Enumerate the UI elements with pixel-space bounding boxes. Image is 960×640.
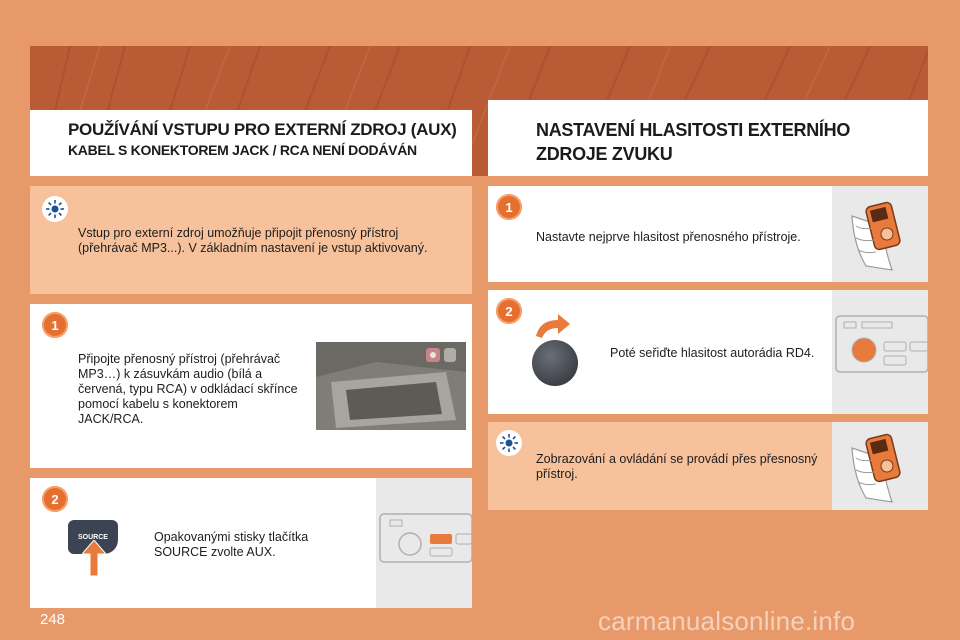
right-step1-badge: 1 xyxy=(496,194,522,220)
right-step2-badge: 2 xyxy=(496,298,522,324)
right-info-panel xyxy=(488,422,928,510)
step2-badge: 2 xyxy=(42,486,68,512)
left-info-panel xyxy=(30,186,472,294)
left-step1-panel xyxy=(30,304,472,468)
rotate-arrow-icon xyxy=(532,310,572,340)
radio-illustration-right xyxy=(832,290,928,414)
left-title: POUŽÍVÁNÍ VSTUPU PRO EXTERNÍ ZDROJ (AUX) xyxy=(68,120,457,139)
watermark: carmanualsonline.info xyxy=(598,606,856,636)
right-info-text: Zobrazování a ovládání se provádí přes přesnosný přístroj. xyxy=(536,452,818,481)
glovebox-photo xyxy=(316,342,466,430)
radio-illustration-left xyxy=(376,478,472,608)
mp3-player-hand-icon xyxy=(832,186,928,282)
volume-knob-icon[interactable] xyxy=(532,340,578,386)
left-title-box xyxy=(30,110,472,176)
left-step1-text: Připojte přenosný přístroj (přehrávač MP3…) k zásuvkám audio (bílá a červená, typu RCA) v odkládací skřínce pomocí kabelu s konektorem JACK/RCA. xyxy=(78,352,298,426)
right-step2-text: Poté seřiďte hlasitost autorádia RD4. xyxy=(610,346,815,360)
right-title-line2: ZDROJE ZVUKU xyxy=(536,144,673,164)
page-number: 248 xyxy=(40,611,66,628)
up-arrow-icon xyxy=(82,540,106,576)
right-step2-panel xyxy=(488,290,928,414)
sun-info-icon-right xyxy=(496,430,522,456)
mp3-player-hand-icon-2 xyxy=(832,422,928,510)
right-title-box xyxy=(488,100,928,176)
right-step1-panel xyxy=(488,186,928,282)
sun-info-icon xyxy=(42,196,68,222)
source-button-label: SOURCE xyxy=(78,533,108,541)
step1-badge: 1 xyxy=(42,312,68,338)
left-step2-text: Opakovanými stisky tlačítka SOURCE zvolte AUX. xyxy=(154,530,309,559)
left-step2-panel xyxy=(30,478,472,608)
left-subtitle: KABEL S KONEKTOREM JACK / RCA NENÍ DODÁVÁN xyxy=(68,142,417,158)
right-step1-text: Nastavte nejprve hlasitost přenosného přístroje. xyxy=(536,230,801,244)
right-title-line1: NASTAVENÍ HLASITOSTI EXTERNÍHO xyxy=(536,120,851,140)
left-info-text: Vstup pro externí zdroj umožňuje připojit přenosný přístroj (přehrávač MP3...). V základním nastavení je vstup aktivovaný. xyxy=(78,226,428,255)
